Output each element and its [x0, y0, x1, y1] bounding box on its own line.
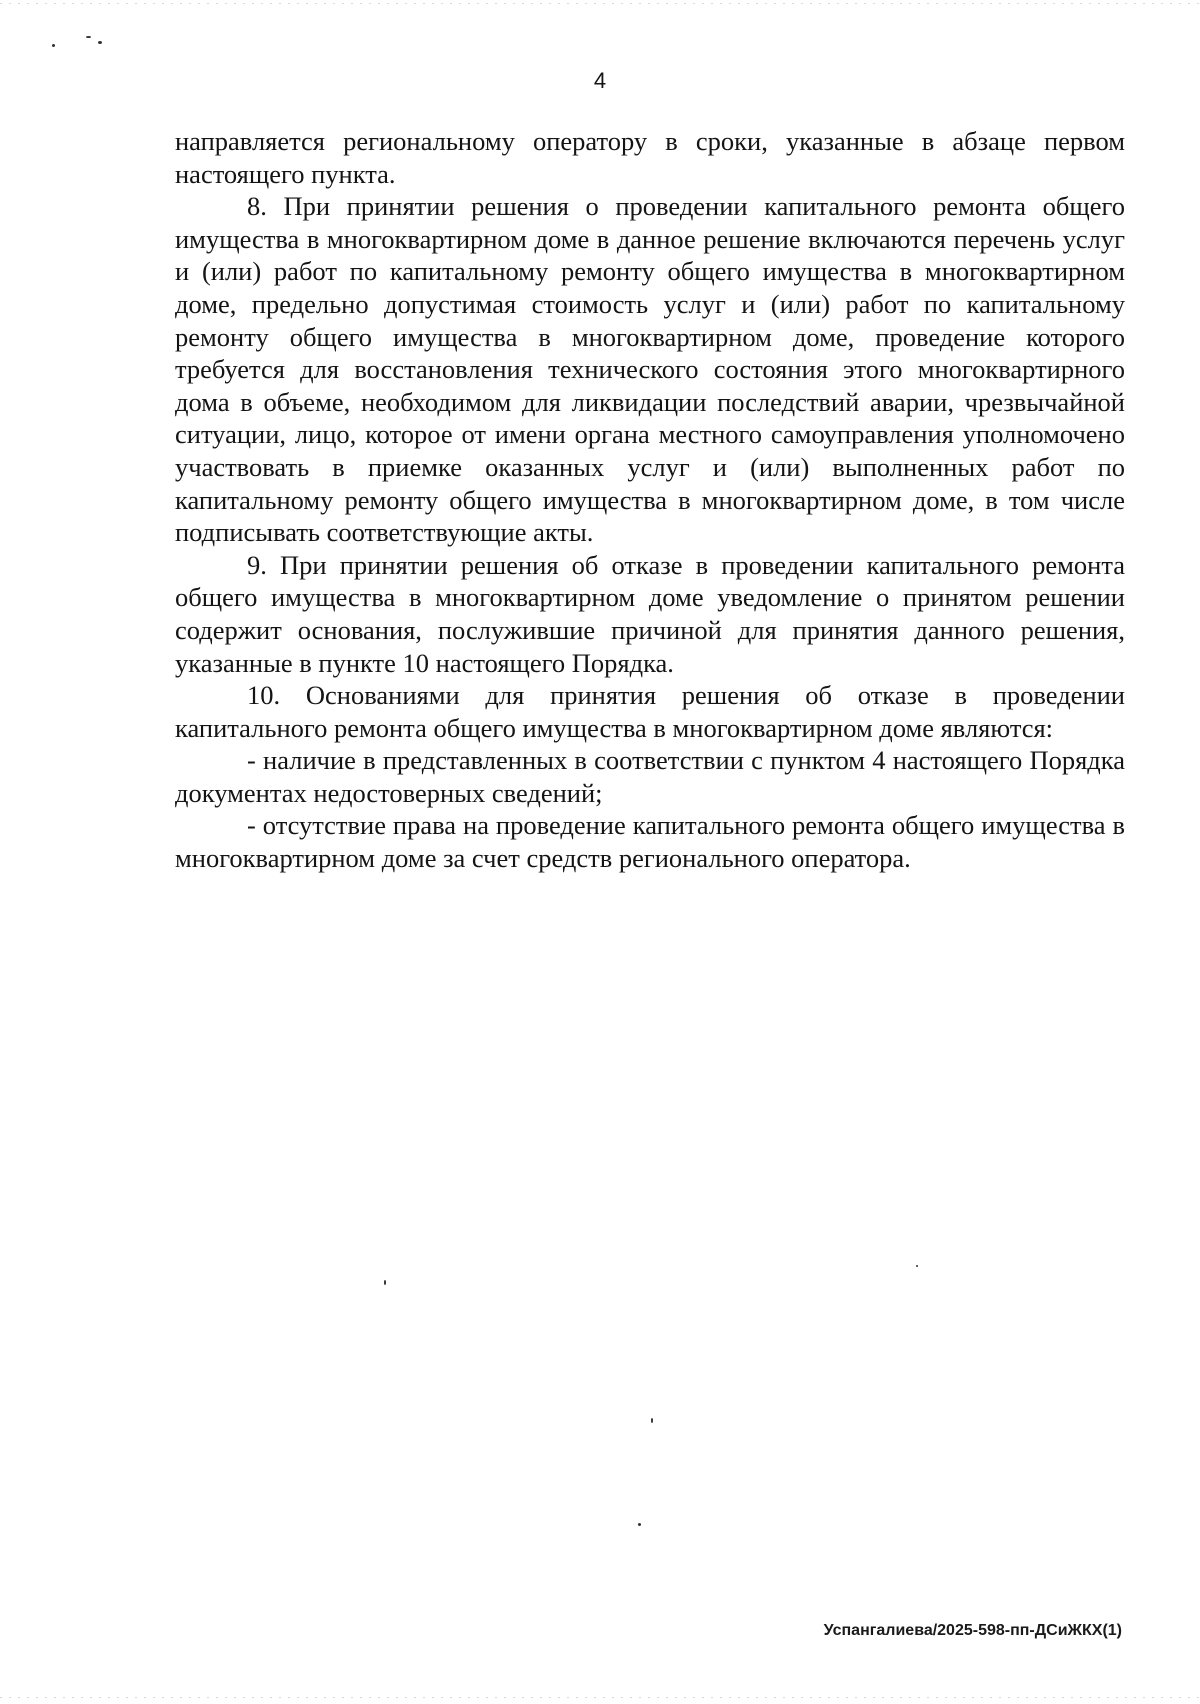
list-item-ground-2: - отсутствие права на проведение капитального ремонта общего имущества в многоквартирном доме за счет средств регионального оператора. [175, 810, 1125, 874]
scan-speck [384, 1280, 386, 1285]
scan-speck [638, 1523, 641, 1526]
paragraph-item-10: 10. Основаниями для принятия решения об отказе в проведении капитального ремонта общего имущества в многоквартирном доме являются: [175, 680, 1125, 743]
paragraph-continuation: направляется региональному оператору в сроки, указанные в абзаце первом настоящего пункта. [175, 126, 1125, 189]
document-footer-code: Успангалиева/2025-598-пп-ДСиЖКХ(1) [823, 1622, 1122, 1639]
scan-speck [52, 44, 55, 47]
paragraph-item-9: 9. При принятии решения об отказе в проведении капитального ремонта общего имущества в многоквартирном доме уведомление о принятом решении содержит основания, послужившие причиной для принятия данного решения, указанные в пункте 10 настоящего Порядка. [175, 549, 1125, 678]
document-body [175, 125, 1125, 875]
scan-artifact-bottom [0, 1697, 1200, 1698]
scan-artifact-top [0, 3, 1200, 4]
scan-speck [86, 36, 91, 38]
paragraph-item-8: 8. При принятии решения о проведении капитального ремонта общего имущества в многоквартирном доме в данное решение включаются перечень услуг и (или) работ по капитальному ремонту общего имущества в многоквартирном доме, предельно допустимая стоимость услуг и (или) работ по капитальному ремонту общего имущества в многоквартирном доме, проведение которого требуется для восстановления технического состояния этого многоквартирного дома в объеме, необходимом для ликвидации последствий аварии, чрезвычайной ситуации, лицо, которое от имени органа местного самоуправления уполномочено участвовать в приемке оказанных услуг и (или) выполненных работ по капитальному ремонту общего имущества в многоквартирном доме, в том числе подписывать соответствующие акты. [175, 191, 1125, 548]
scan-speck [651, 1418, 653, 1423]
list-item-ground-1: - наличие в представленных в соответствии с пунктом 4 настоящего Порядка документах недостоверных сведений; [175, 745, 1125, 808]
scan-speck [916, 1265, 918, 1267]
page-number: 4 [593, 68, 607, 93]
scan-speck [98, 41, 102, 44]
